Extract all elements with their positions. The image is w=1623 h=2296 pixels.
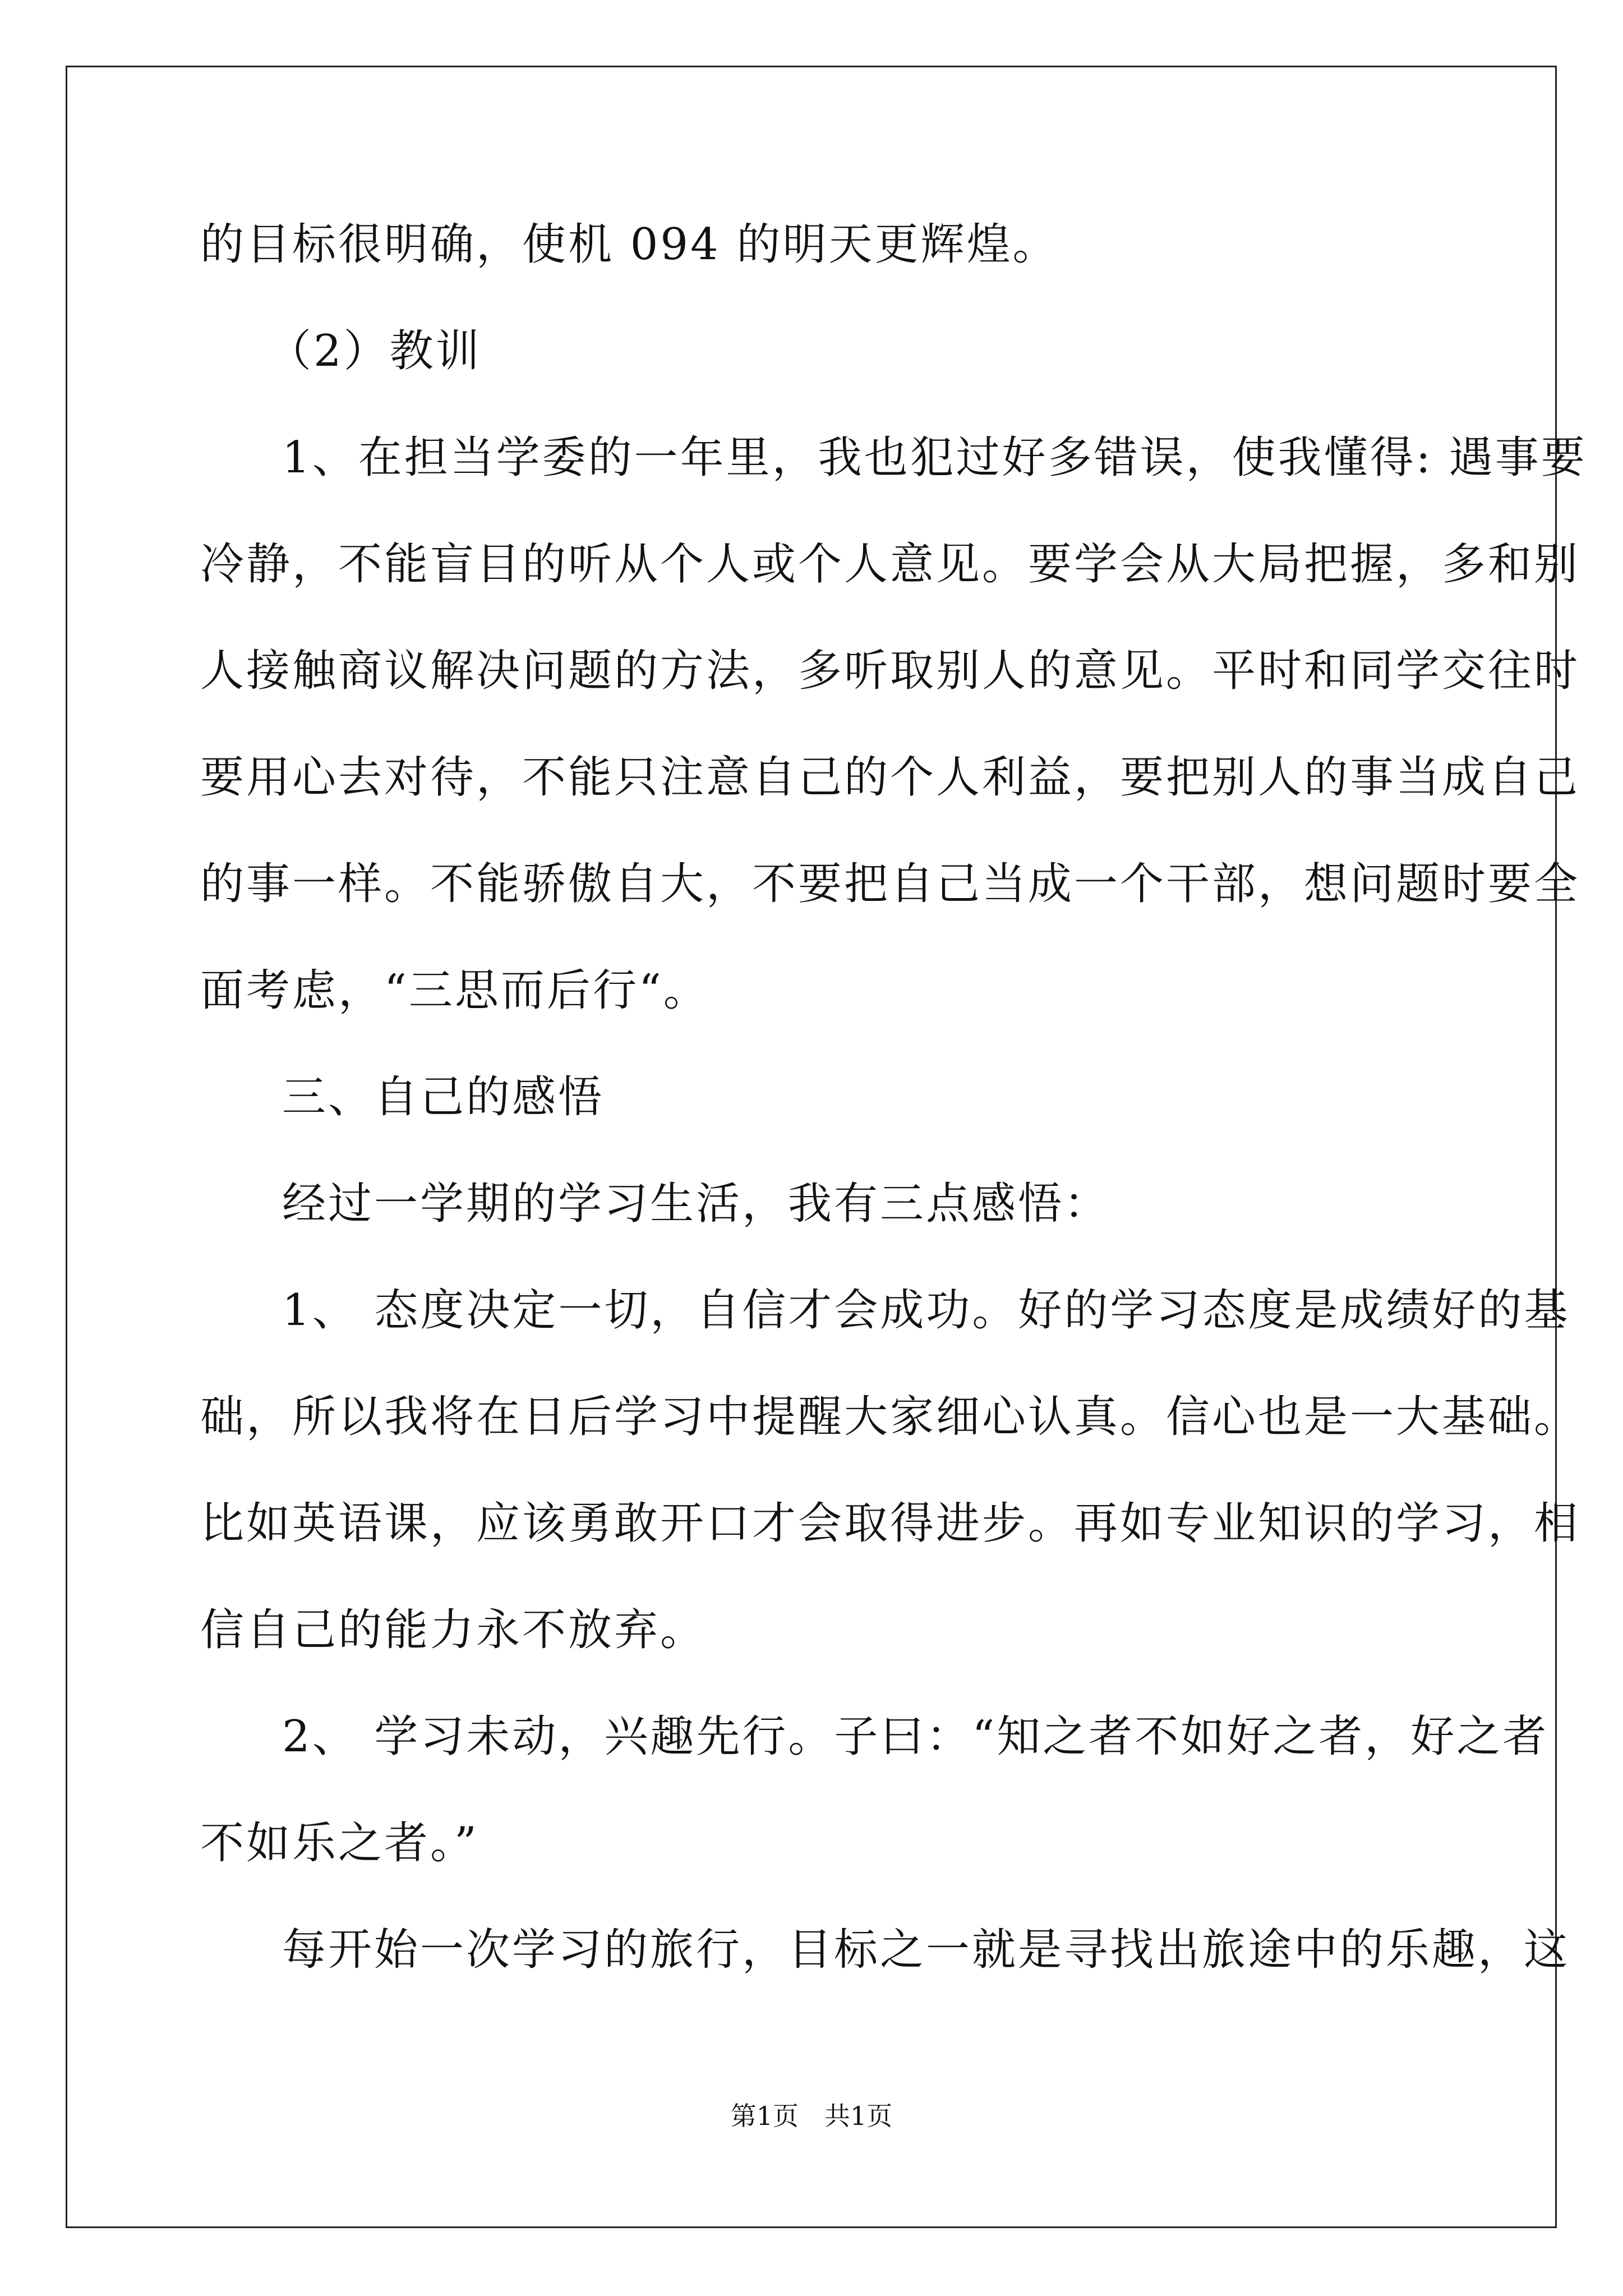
section-heading: 三、自己的感悟 [282,1072,605,1122]
text-line: 1、在担当学委的一年里，我也犯过好多错误，使我懂得: 遇事要 [282,432,1587,483]
text-line: 经过一学期的学习生活，我有三点感悟： [282,1179,1110,1229]
text-line: 每开始一次学习的旅行，目标之一就是寻找出旅途中的乐趣，这 [282,1925,1570,1975]
text-line: 要用心去对待，不能只注意自己的个人利益，要把别人的事当成自己 [200,752,1580,803]
text-line: 冷静，不能盲目的听从个人或个人意见。要学会从大局把握，多和别 [200,539,1580,590]
text-line: 不如乐之者。” [200,1818,479,1869]
text-line: 信自己的能力永不放弃。 [200,1605,707,1655]
page-border [66,66,1557,2228]
text-line: 比如英语课，应该勇敢开口才会取得进步。再如专业知识的学习，相 [200,1498,1580,1549]
text-line: 1、 态度决定一切，自信才会成功。好的学习态度是成绩好的基 [282,1285,1570,1336]
text-line: 础，所以我将在日后学习中提醒大家细心认真。信心也是一大基础。 [200,1392,1580,1442]
text-line: 的目标很明确，使机 094 的明天更辉煌。 [200,219,1059,270]
page-number-footer: 第1页 共1页 [730,2101,893,2131]
text-line: 2、 学习未动，兴趣先行。子曰：“知之者不如好之者，好之者 [282,1711,1549,1762]
section-heading: （2）教训 [268,326,482,376]
text-line: 面考虑，“三思而后行“。 [200,965,709,1016]
text-line: 人接触商议解决问题的方法，多听取别人的意见。平时和同学交往时 [200,646,1580,696]
text-line: 的事一样。不能骄傲自大，不要把自己当成一个干部，想问题时要全 [200,859,1580,909]
